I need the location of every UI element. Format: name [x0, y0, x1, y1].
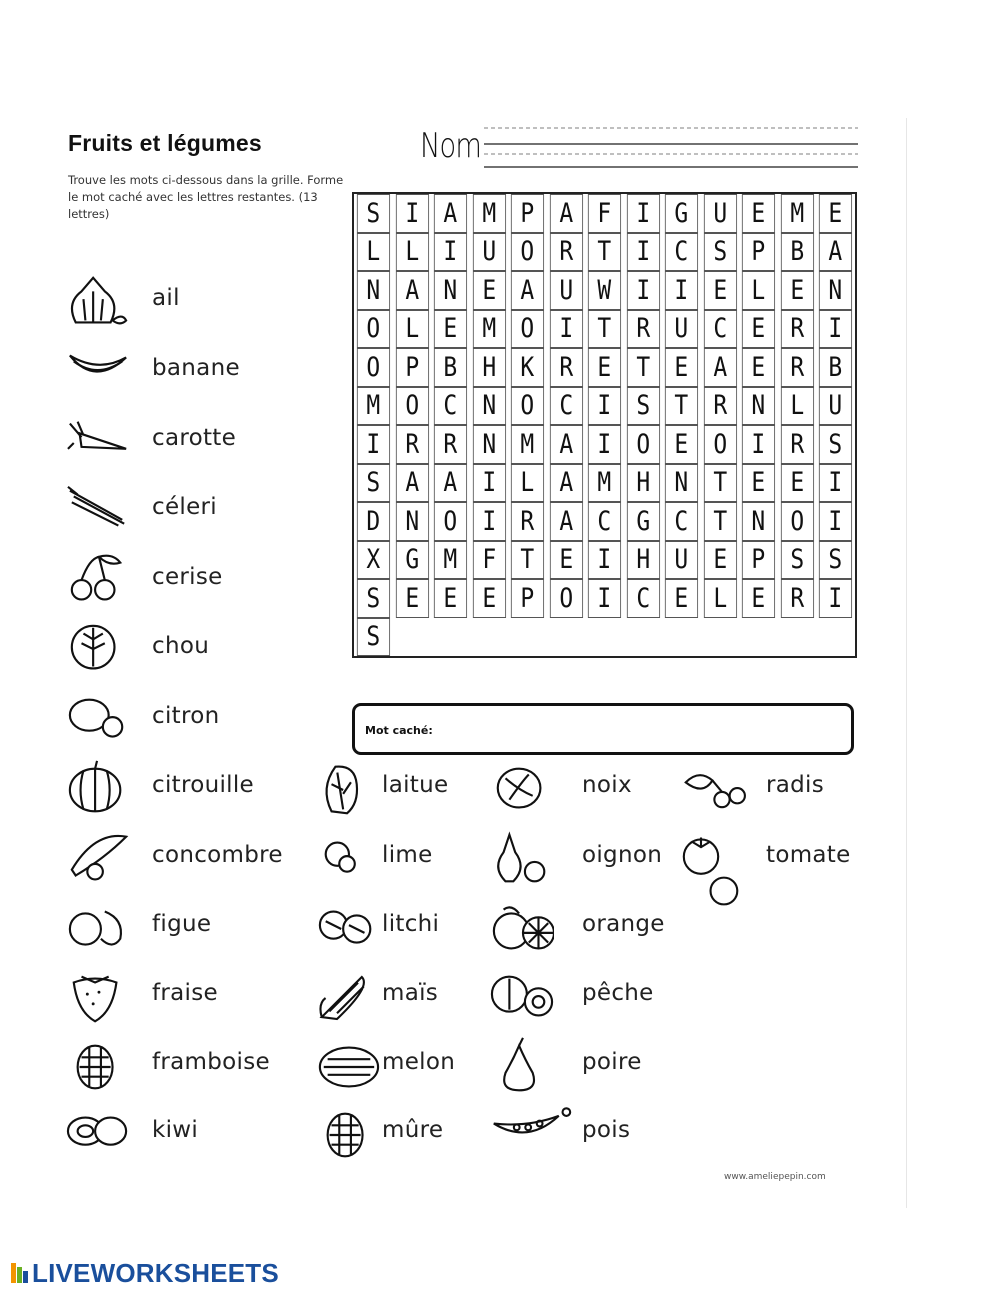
liveworksheets-logo-icon — [10, 1261, 30, 1285]
word-lime: lime — [382, 842, 433, 868]
raspberry-icon — [66, 1037, 130, 1101]
orange-icon — [490, 899, 554, 963]
banana-icon — [66, 343, 130, 407]
grid-cell[interactable]: T — [511, 541, 544, 580]
grid-cell[interactable]: I — [549, 310, 582, 349]
walnut-icon — [490, 760, 554, 824]
grid-cell[interactable]: P — [742, 541, 775, 580]
grid-cell[interactable]: A — [549, 425, 582, 464]
grid-cell[interactable]: E — [780, 464, 813, 503]
liveworksheets-logo-text: LIVEWORKSHEETS — [32, 1257, 279, 1288]
grid-cell[interactable]: G — [665, 194, 698, 233]
word-orange: orange — [582, 911, 665, 937]
peach-icon — [490, 968, 554, 1032]
grid-cell[interactable]: N — [472, 425, 505, 464]
carrot-icon — [66, 413, 130, 477]
grid-cell[interactable]: C — [626, 579, 659, 618]
grid-cell[interactable]: L — [511, 464, 544, 503]
grid-cell[interactable]: U — [472, 233, 505, 272]
grid-cell[interactable]: I — [434, 233, 467, 272]
word-litchi: litchi — [382, 911, 440, 937]
grid-cell[interactable]: I — [357, 425, 390, 464]
grid-cell[interactable]: E — [472, 271, 505, 310]
grid-cell[interactable]: G — [395, 541, 428, 580]
grid-cell[interactable]: O — [780, 502, 813, 541]
grid-cell[interactable]: S — [626, 387, 659, 426]
grid-cell[interactable]: R — [780, 579, 813, 618]
kiwi-icon — [66, 1105, 130, 1169]
grid-cell[interactable]: S — [819, 425, 852, 464]
word-citrouille: citrouille — [152, 772, 254, 798]
tomato-icon — [680, 830, 764, 914]
grid-cell[interactable]: I — [665, 271, 698, 310]
grid-cell[interactable]: U — [665, 310, 698, 349]
cabbage-icon — [66, 621, 130, 685]
grid-cell[interactable]: O — [511, 310, 544, 349]
grid-cell[interactable]: E — [742, 310, 775, 349]
blackberry-icon — [316, 1105, 380, 1169]
grid-cell[interactable]: R — [434, 425, 467, 464]
grid-cell[interactable]: S — [357, 464, 390, 503]
grid-cell[interactable]: O — [434, 502, 467, 541]
grid-cell[interactable]: I — [742, 425, 775, 464]
grid-cell[interactable]: E — [742, 579, 775, 618]
grid-cell[interactable]: R — [780, 348, 813, 387]
word-melon: melon — [382, 1049, 456, 1075]
lime-icon — [316, 830, 380, 894]
grid-cell[interactable]: E — [588, 348, 621, 387]
grid-cell[interactable]: M — [472, 194, 505, 233]
melon-icon — [316, 1037, 380, 1101]
grid-cell[interactable]: S — [703, 233, 736, 272]
grid-cell[interactable]: I — [626, 194, 659, 233]
word-tomate: tomate — [766, 842, 851, 868]
grid-cell[interactable]: S — [780, 541, 813, 580]
grid-cell[interactable]: E — [703, 271, 736, 310]
grid-cell[interactable]: C — [588, 502, 621, 541]
grid-cell[interactable]: E — [742, 194, 775, 233]
word-fraise: fraise — [152, 980, 218, 1006]
garlic-icon — [66, 273, 130, 337]
grid-cell[interactable]: O — [626, 425, 659, 464]
word-oignon: oignon — [582, 842, 663, 868]
grid-cell[interactable]: E — [549, 541, 582, 580]
grid-cell[interactable]: N — [472, 387, 505, 426]
grid-cell[interactable]: R — [549, 348, 582, 387]
grid-cell[interactable]: L — [780, 387, 813, 426]
grid-cell[interactable]: M — [511, 425, 544, 464]
grid-cell[interactable]: P — [511, 194, 544, 233]
grid-cell[interactable]: U — [703, 194, 736, 233]
grid-cell[interactable]: I — [588, 541, 621, 580]
radish-icon — [680, 760, 764, 824]
lychee-icon — [316, 899, 380, 963]
grid-cell[interactable]: E — [742, 348, 775, 387]
grid-cell[interactable]: E — [819, 194, 852, 233]
grid-cell[interactable]: F — [588, 194, 621, 233]
grid-cell[interactable]: U — [665, 541, 698, 580]
grid-cell[interactable]: O — [549, 579, 582, 618]
grid-cell[interactable]: A — [511, 271, 544, 310]
grid-cell[interactable]: C — [703, 310, 736, 349]
pear-icon — [490, 1037, 554, 1101]
grid-cell[interactable]: I — [588, 387, 621, 426]
grid-cell[interactable]: G — [626, 502, 659, 541]
celery-icon — [66, 482, 130, 546]
worksheet-title: Fruits et légumes — [68, 130, 262, 156]
grid-cell[interactable]: I — [588, 425, 621, 464]
grid-cell[interactable]: O — [511, 387, 544, 426]
grid-cell[interactable]: A — [434, 194, 467, 233]
fig-icon — [66, 899, 130, 963]
grid-cell[interactable]: P — [742, 233, 775, 272]
grid-cell[interactable]: E — [780, 271, 813, 310]
grid-cell[interactable]: M — [357, 387, 390, 426]
word-carotte: carotte — [152, 425, 237, 451]
peas-icon — [490, 1105, 574, 1169]
word-radis: radis — [766, 772, 825, 798]
grid-cell[interactable]: T — [703, 502, 736, 541]
grid-cell[interactable]: E — [665, 579, 698, 618]
onion-icon — [490, 830, 554, 894]
grid-cell[interactable]: I — [395, 194, 428, 233]
grid-cell[interactable]: A — [549, 194, 582, 233]
grid-cell[interactable]: H — [626, 464, 659, 503]
grid-cell[interactable]: N — [395, 502, 428, 541]
grid-cell[interactable]: P — [511, 579, 544, 618]
grid-cell[interactable]: I — [626, 233, 659, 272]
word-search-grid[interactable] — [352, 192, 857, 658]
word-kiwi: kiwi — [152, 1117, 199, 1143]
grid-cell[interactable]: I — [472, 502, 505, 541]
grid-cell[interactable]: L — [395, 233, 428, 272]
grid-cell[interactable]: R — [395, 425, 428, 464]
grid-cell[interactable]: T — [703, 464, 736, 503]
grid-cell[interactable]: C — [665, 233, 698, 272]
grid-cell[interactable]: R — [511, 502, 544, 541]
grid-cell[interactable]: N — [434, 271, 467, 310]
grid-cell[interactable]: B — [780, 233, 813, 272]
grid-cell[interactable]: S — [357, 618, 390, 657]
word-céleri: céleri — [152, 494, 217, 520]
grid-cell[interactable]: O — [357, 348, 390, 387]
grid-cell[interactable]: S — [819, 541, 852, 580]
word-laitue: laitue — [382, 772, 449, 798]
grid-cell[interactable]: E — [395, 579, 428, 618]
word-ail: ail — [152, 285, 180, 311]
grid-cell[interactable]: M — [588, 464, 621, 503]
grid-cell[interactable]: N — [742, 387, 775, 426]
word-citron: citron — [152, 703, 220, 729]
grid-cell[interactable]: U — [549, 271, 582, 310]
grid-cell[interactable]: I — [819, 310, 852, 349]
source-url: www.ameliepepin.com — [724, 1172, 826, 1182]
grid-cell[interactable]: M — [472, 310, 505, 349]
grid-cell[interactable]: I — [819, 464, 852, 503]
grid-cell[interactable]: X — [357, 541, 390, 580]
word-chou: chou — [152, 633, 210, 659]
grid-cell[interactable]: F — [472, 541, 505, 580]
word-concombre: concombre — [152, 842, 283, 868]
grid-cell[interactable]: S — [357, 194, 390, 233]
grid-cell[interactable]: A — [549, 502, 582, 541]
grid-cell[interactable]: E — [472, 579, 505, 618]
strawberry-icon — [66, 968, 130, 1032]
grid-cell[interactable]: K — [511, 348, 544, 387]
grid-cell[interactable]: D — [357, 502, 390, 541]
grid-cell[interactable]: H — [626, 541, 659, 580]
grid-cell[interactable]: A — [703, 348, 736, 387]
word-noix: noix — [582, 772, 632, 798]
grid-cell[interactable]: A — [434, 464, 467, 503]
hidden-word-label: Mot caché: — [365, 724, 433, 737]
lemon-icon — [66, 691, 130, 755]
grid-cell[interactable]: L — [357, 233, 390, 272]
grid-cell[interactable]: L — [703, 579, 736, 618]
grid-cell[interactable]: T — [588, 233, 621, 272]
grid-cell[interactable]: R — [780, 425, 813, 464]
grid-cell[interactable]: E — [742, 464, 775, 503]
grid-cell[interactable]: E — [434, 579, 467, 618]
grid-cell[interactable]: O — [395, 387, 428, 426]
grid-cell[interactable]: N — [665, 464, 698, 503]
grid-cell[interactable]: M — [434, 541, 467, 580]
grid-cell[interactable]: O — [703, 425, 736, 464]
word-mûre: mûre — [382, 1117, 444, 1143]
word-pêche: pêche — [582, 980, 654, 1006]
grid-cell[interactable]: N — [819, 271, 852, 310]
grid-cell[interactable]: A — [549, 464, 582, 503]
word-figue: figue — [152, 911, 212, 937]
grid-cell[interactable]: R — [549, 233, 582, 272]
name-field[interactable] — [484, 124, 858, 170]
lettuce-icon — [316, 760, 380, 824]
word-poire: poire — [582, 1049, 642, 1075]
hidden-word-box[interactable] — [352, 703, 854, 755]
cherry-icon — [66, 552, 130, 616]
grid-cell[interactable]: R — [703, 387, 736, 426]
grid-cell[interactable]: E — [434, 310, 467, 349]
cucumber-icon — [66, 830, 130, 894]
grid-cell[interactable]: S — [357, 579, 390, 618]
grid-cell[interactable]: R — [626, 310, 659, 349]
grid-cell[interactable]: I — [472, 464, 505, 503]
grid-cell[interactable]: T — [626, 348, 659, 387]
grid-cell[interactable]: U — [819, 387, 852, 426]
grid-cell[interactable]: N — [742, 502, 775, 541]
grid-cell[interactable]: B — [819, 348, 852, 387]
grid-cell[interactable]: R — [780, 310, 813, 349]
grid-cell[interactable]: L — [395, 310, 428, 349]
grid-cell[interactable]: A — [395, 464, 428, 503]
grid-cell[interactable]: E — [665, 348, 698, 387]
grid-cell[interactable]: I — [819, 579, 852, 618]
word-banane: banane — [152, 355, 240, 381]
grid-cell[interactable]: E — [665, 425, 698, 464]
grid-cell[interactable]: W — [588, 271, 621, 310]
instructions: Trouve les mots ci-dessous dans la grille. Forme le mot caché avec les lettres restantes. (13 lettres) — [68, 173, 344, 221]
grid-cell[interactable]: T — [665, 387, 698, 426]
name-label: Nom — [420, 126, 482, 166]
word-framboise: framboise — [152, 1049, 270, 1075]
word-maïs: maïs — [382, 980, 439, 1006]
pumpkin-icon — [66, 760, 130, 824]
grid-cell[interactable]: B — [434, 348, 467, 387]
word-cerise: cerise — [152, 564, 223, 590]
grid-cell[interactable]: O — [511, 233, 544, 272]
grid-cell[interactable]: A — [395, 271, 428, 310]
grid-cell[interactable]: L — [742, 271, 775, 310]
grid-cell[interactable]: C — [665, 502, 698, 541]
grid-cell[interactable]: H — [472, 348, 505, 387]
word-pois: pois — [582, 1117, 631, 1143]
grid-cell[interactable]: O — [357, 310, 390, 349]
grid-cell[interactable]: T — [588, 310, 621, 349]
page-edge — [906, 118, 907, 1208]
grid-cell[interactable]: C — [549, 387, 582, 426]
grid-cell[interactable]: N — [357, 271, 390, 310]
grid-cell[interactable]: A — [819, 233, 852, 272]
grid-cell[interactable]: E — [703, 541, 736, 580]
grid-cell[interactable]: C — [434, 387, 467, 426]
grid-cell[interactable]: I — [626, 271, 659, 310]
grid-cell[interactable]: M — [780, 194, 813, 233]
grid-cell[interactable]: P — [395, 348, 428, 387]
grid-cell[interactable]: I — [588, 579, 621, 618]
liveworksheets-logo[interactable] — [10, 1258, 279, 1288]
grid-cell[interactable]: I — [819, 502, 852, 541]
